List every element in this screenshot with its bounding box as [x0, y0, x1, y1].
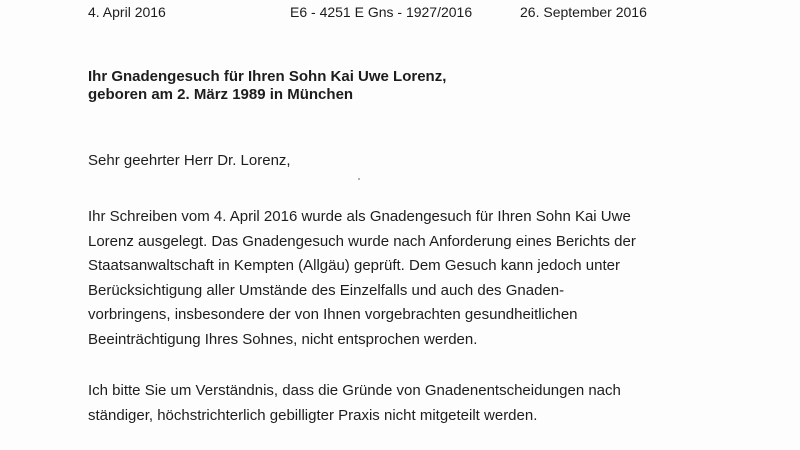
letter-date: 4. April 2016 [88, 4, 166, 20]
paragraph-line: Lorenz ausgelegt. Das Gnadengesuch wurde nach Anforderung eines Berichts der [88, 232, 636, 250]
received-date: 26. September 2016 [520, 4, 647, 20]
paragraph-line: Ich bitte Sie um Verständnis, dass die Gründe von Gnadenentscheidungen nach [88, 382, 621, 399]
paragraph-line: Berücksichtigung aller Umstände des Einzelfalls und auch des Gnaden- [88, 281, 565, 299]
paragraph-line: ständiger, höchstrichterlich gebilligter Praxis nicht mitgeteilt werden. [88, 406, 538, 424]
paragraph-line: Beeinträchtigung Ihres Sohnes, nicht entsprochen werden. [88, 330, 478, 348]
paragraph-line: vorbringens, insbesondere der von Ihnen vorgebrachten gesundheitlichen [88, 306, 578, 324]
scan-speck [358, 178, 360, 180]
subject-line [88, 68, 446, 104]
paragraph-closing [88, 379, 621, 428]
reference-number: E6 - 4251 E Gns - 1927/2016 [290, 4, 473, 20]
letter-header [0, 4, 800, 24]
subject-line-2: geboren am 2. März 1989 in München [88, 86, 354, 103]
paragraph-line: Ihr Schreiben vom 4. April 2016 wurde als Gnadengesuch für Ihren Sohn Kai Uwe [88, 208, 631, 225]
paragraph-line: Staatsanwaltschaft in Kempten (Allgäu) geprüft. Dem Gesuch kann jedoch unter [88, 257, 620, 275]
subject-line-1: Ihr Gnadengesuch für Ihren Sohn Kai Uwe Lorenz, [88, 68, 447, 85]
paragraph-decision [88, 205, 636, 353]
salutation: Sehr geehrter Herr Dr. Lorenz, [88, 152, 291, 169]
